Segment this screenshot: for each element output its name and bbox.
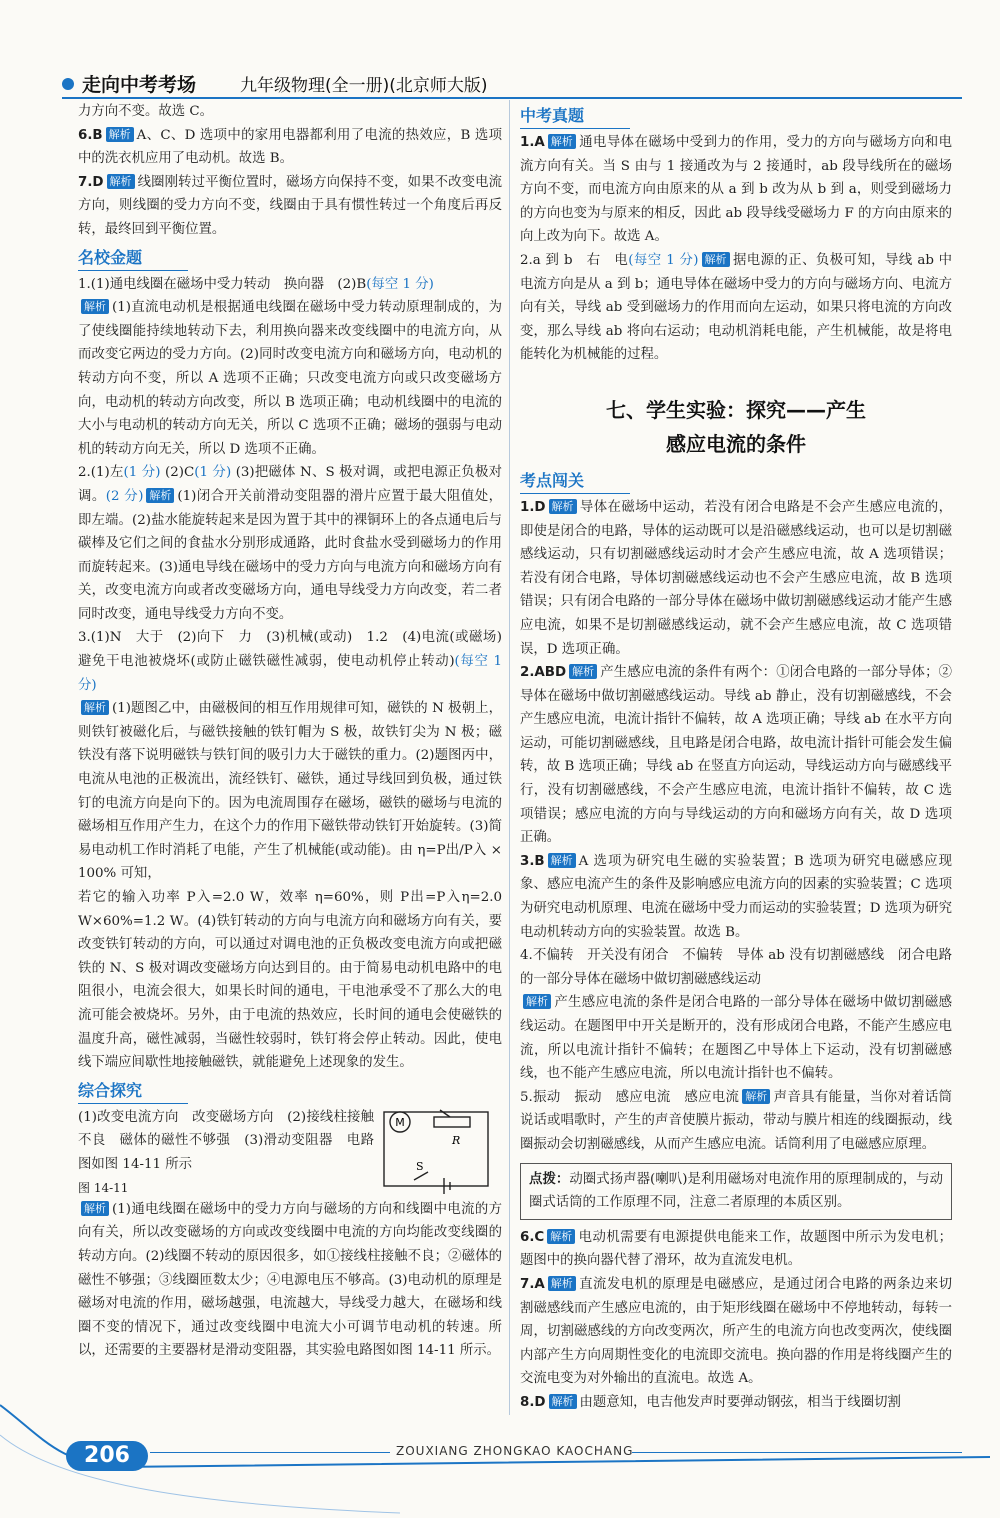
answer-z-with-figure <box>78 1106 502 1178</box>
explanation-z <box>78 1198 502 1363</box>
answer-z: (1)改变电流方向 改变磁场方向 (2)接线柱接触不良 磁体的磁性不够强 (3)滑动变阻器 电路图如图 14-11 所示 <box>78 1109 374 1172</box>
chapter-title-line2: 感应电流的条件 <box>666 431 806 456</box>
answer-k1 <box>520 496 952 661</box>
header-dot-icon <box>62 78 74 90</box>
analysis-tag: 解析 <box>81 1201 109 1216</box>
explanation-text: (1)闭合开关前滑动变阻器的滑片应置于最大阻值处，即左端。(2)盐水能旋转起来是因为置于其中的裸铜环上的各点通电后与碳棒及它们之间的食盐水分别形成通路，此时食盐水受到磁场力的作用而旋转起来。(3)通电导线在磁场中的受力方向与电流方向和磁场方向有关，改变电流方向或者改变磁场方向，通电导线受力方向改变，若二者同时改变，通电导线受力方向不变。 <box>78 488 503 622</box>
analysis-tag: 解析 <box>523 994 551 1009</box>
tip-box <box>520 1163 952 1220</box>
answer-key: (2)C <box>165 465 195 481</box>
score-note: (每空 1 分) <box>78 654 502 693</box>
analysis-tag: 解析 <box>107 174 135 189</box>
score-note: (每空 1 分) <box>366 276 434 292</box>
analysis-tag: 解析 <box>548 853 576 868</box>
rheostat-symbol <box>434 1117 470 1127</box>
answer-key: 1.(1)通电线圈在磁场中受力转动 换向器 (2)B <box>78 276 367 292</box>
explanation-m3-cont: 若它的输入功率 P入=2.0 W，效率 η=60%，则 P出=P入η=2.0 W×60%=1.2 W。(4)铁钉转动的方向与电流方向和磁场方向有关，要改变铁钉转动的方向，可以通过对调电池的正负极改变电流方向或把磁铁的 N、S 极对调改变磁场方向达到目的。由于简易电动机电路中的电阻很小，电流会很大，如果长时间的通电，干电池承受不了那么大的电流可能会被烧坏。另外，由于电流的热效应，长时间的通电会使磁铁的温度升高，磁性减弱，当磁性较弱时，铁钉将会停止转动。因此，使电线下端应间歇性地接触磁铁，就能避免上述现象的发生。 <box>78 890 502 1071</box>
explanation-text: (1)题图乙中，由磁极间的相互作用规律可知，磁铁的 N 极朝上，则铁钉被磁化后，与磁铁接触的铁钉帽为 S 极，故铁钉尖为 N 极；磁铁没有落下说明磁铁与铁钉间的吸引力大于磁铁的重力。(2)题图丙中，电流从电池的正极流出，流经铁钉、磁铁，通过导线回到负极，通过铁钉的电流方向是向下的。因为电流周围存在磁场，磁铁的磁场与电流的磁场相互作用产生力，在这个力的作用下磁铁带动铁钉开始旋转。(3)简易电动机工作时消耗了电能，产生了机械能(或动能)。由 η=P出/P入 × 100% 可知， <box>78 701 502 882</box>
answer-m3 <box>78 626 516 697</box>
answer-number: 3.B <box>520 853 545 869</box>
answer-k3 <box>520 850 952 944</box>
answer-text: 产生感应电流的条件有两个：①闭合电路的一部分导体；②导体在磁场中做切割磁感线运动。导线 ab 静止，没有切割磁感线，不会产生感应电流，电流计指针不偏转，故 A 选项正确；导线 ab 在水平方向运动，可能切割磁感线，且电路是闭合电路，故电流计指针可能会发生偏转，故 B 选项正确；导线 ab 在竖直方向运动，导线运动方向与磁感线平行，没有切割磁感线，不会产生感应电流，电流计指针不偏转，故 C 选项错误；感应电流的方向与导线运动的方向和磁场方向有关，故 D 选项正确。 <box>520 665 952 846</box>
answer-k5 <box>520 1086 952 1157</box>
score-note: (1 分) <box>123 465 161 481</box>
answer-number: 7.A <box>520 1276 545 1292</box>
answer-text: 直流发电机的原理是电磁感应，是通过闭合电路的两条边来切割磁感线而产生感应电流的，由于矩形线圈在磁场中不停地转动，每转一周，切割磁感线的方向改变两次，所产生的电流方向也改变两次，使线圈内部产生方向周期性变化的电流即交流电。换向器的作用是将线圈产生的交流电变为对外输出的直流电。故选 A。 <box>520 1276 952 1387</box>
answer-r2 <box>520 249 952 367</box>
tip-text: 动圈式扬声器(喇叭)是利用磁场对电流作用的原理制成的，与动圈式话筒的工作原理不同，注意二者原理的本质区别。 <box>529 1171 944 1211</box>
analysis-tag: 解析 <box>547 1229 575 1244</box>
answer-r1 <box>520 131 952 249</box>
footer-curve-light <box>0 1435 400 1513</box>
explanation-m1 <box>78 296 502 461</box>
footer-brand: ZOUXIANG ZHONGKAO KAOCHANG <box>396 1444 634 1458</box>
footer-rule-left <box>150 1452 390 1453</box>
page-number: 206 <box>66 1441 148 1471</box>
explanation-m3 <box>78 697 502 886</box>
left-column <box>78 100 516 1363</box>
answer-k6 <box>520 1226 952 1273</box>
score-note: (2 分) <box>105 488 144 504</box>
answer-number: 6.B <box>78 127 103 143</box>
section-title: 名校金题 <box>78 246 188 271</box>
section-title: 考点闯关 <box>520 469 630 494</box>
answer-key: 2.(1)左 <box>78 465 124 481</box>
switch-label: S <box>416 1159 424 1173</box>
answer-key: (3)把磁体 N、S 极对调，或把电源正负极对调。 <box>78 465 502 504</box>
rheostat-label: R <box>452 1133 461 1147</box>
answer-text: 线圈刚转过平衡位置时，磁场方向保持不变，如果不改变电流方向，则线圈的受力方向不变，线圈由于具有惯性转过一个角度后再反转，最终回到平衡位置。 <box>78 174 502 237</box>
circuit-diagram <box>378 1106 498 1202</box>
score-note: (1 分) <box>194 465 232 481</box>
answer-text: 通电导体在磁场中受到力的作用，受力的方向与磁场方向和电流方向有关。当 S 由与 1 接通改为与 2 接通时，ab 段导线所在的磁场方向不变，而电流方向由原来的从 a 到 b 改为从 b 到 a，则受到磁场力的方向也变为与原来的相反，因此 ab 段导线受磁场力 F 的方向由原来的向上改为向下。故选 A。 <box>520 135 952 245</box>
motor-label: M <box>395 1115 405 1129</box>
answer-k7 <box>520 1273 952 1391</box>
answer-text: 由题意知，电吉他发声时要弹动钢弦，相当于线圈切割 <box>579 1394 901 1410</box>
answer-number: 6.C <box>520 1229 545 1245</box>
explanation-text: (1)通电线圈在磁场中的受力方向与磁场的方向和线圈中电流的方向有关，所以改变磁场的方向或改变线圈中电流的方向均能改变线圈的转动方向。(2)线圈不转动的原因很多，如①接线柱接触不良；②磁体的磁性不够强；③线圈匝数太少；④电源电压不够高。(3)电动机的原理是磁场对电流的作用，磁场越强，电流越大，导线受力越大，在磁场和线圈不变的情况下，通过改变线圈中电流大小可调节电动机的转速。所以，还需要的主要器材是滑动变阻器，其实验电路图如图 14-11 所示。 <box>78 1201 502 1359</box>
answer-6 <box>78 124 502 171</box>
analysis-tag: 解析 <box>106 127 134 142</box>
chapter-title <box>520 393 952 461</box>
analysis-tag: 解析 <box>742 1089 770 1104</box>
explanation-k4 <box>520 991 952 1085</box>
analysis-tag: 解析 <box>548 1276 576 1291</box>
answer-number: 1.A <box>520 135 545 150</box>
answer-text: 声音具有能量，当你对着话筒说话或唱歌时，产生的声音使膜片振动，带动与膜片相连的线圈振动，线圈振动会切割磁感线，从而产生感应电流。话筒利用了电磁感应原理。 <box>520 1089 952 1152</box>
analysis-tag: 解析 <box>549 1394 577 1409</box>
tip-label: 点拨： <box>529 1171 570 1187</box>
answer-key: 2.a 到 b 右 电 <box>520 252 629 268</box>
rheostat-slider <box>440 1110 450 1117</box>
answer-number: 2.ABD <box>520 665 567 681</box>
section-title: 综合探究 <box>78 1079 188 1104</box>
analysis-tag: 解析 <box>146 488 174 503</box>
answer-text: A 选项为研究电生磁的实验装置；B 选项为研究电磁感应现象、感应电流产生的条件及影响感应电流方向的因素的实验装置；C 选项为研究电动机原理、电流在磁场中受力而运动的实验装置；D 选项为研究电动机转动方向的实验装置。故选 B。 <box>520 853 952 940</box>
book-subtitle: 九年级物理(全一册)(北京师大版) <box>240 76 488 96</box>
answer-k4 <box>520 944 952 991</box>
answer-continuation: 力方向不变。故选 C。 <box>78 104 214 119</box>
answer-number: 7.D <box>78 174 104 190</box>
answer-number: 8.D <box>520 1394 546 1410</box>
switch-symbol <box>414 1172 428 1180</box>
column-divider <box>509 100 510 1415</box>
answer-text: A、C、D 选项中的家用电器都利用了电流的热效应，B 选项中的洗衣机应用了电动机。故选 B。 <box>78 127 502 167</box>
analysis-tag: 解析 <box>81 299 109 314</box>
explanation-text: (1)直流电动机是根据通电线圈在磁场中受力转动原理制成的，为了使线圈能持续地转动下去，利用换向器来改变线圈中的电流方向，从而改变它两边的受力方向。(2)同时改变电流方向和磁场方向，电动机的转动方向不变，所以 A 选项不正确；只改变电流方向或只改变磁场方向，电动机的转动方向改变，所以 B 选项正确；电动机线圈中的电流的大小与电动机的转动方向无关，所以 C 选项不正确；磁场的强弱与电动机的转动方向无关，所以 D 选项不正确。 <box>78 300 502 457</box>
score-note: (每空 1 分) <box>628 252 699 268</box>
analysis-tag: 解析 <box>548 134 576 149</box>
analysis-tag: 解析 <box>549 499 577 514</box>
answer-m1 <box>78 273 502 297</box>
answer-k2 <box>520 661 952 850</box>
explanation-text: 产生感应电流的条件是闭合电路的一部分导体在磁场中做切割磁感线运动。在题图甲中开关是断开的，没有形成闭合电路，不能产生感应电流，所以电流计指针不偏转；在题图乙中导体上下运动，没有切割磁感线，也不能产生感应电流，所以电流计指针也不偏转。 <box>520 995 952 1082</box>
footer-rule-right <box>632 1452 962 1453</box>
analysis-tag: 解析 <box>702 252 730 267</box>
analysis-tag: 解析 <box>569 664 597 679</box>
answer-key: 3.(1)N 大于 (2)向下 力 (3)机械(或动) 1.2 (4)电流(或磁场) 避免干电池被烧坏(或防止磁铁磁性减弱，使电动机停止转动) <box>78 630 516 670</box>
answer-7 <box>78 171 502 242</box>
answer-key: 4.不偏转 开关没有闭合 不偏转 导体 ab 没有切割磁感线 闭合电路的一部分导体在磁场中做切割磁感线运动 <box>520 948 952 987</box>
answer-key: 5.振动 振动 感应电流 感应电流 <box>520 1089 740 1105</box>
answer-text: 导体在磁场中运动，若没有闭合电路是不会产生感应电流的，即使是闭合的电路，导体的运动既可以是沿磁感线运动，也可以是切割磁感线运动，只有切割磁感线运动时才会产生感应电流，故 A 选项错误；若没有闭合电路，导体切割磁感线运动也不会产生感应电流，故 B 选项错误；只有闭合电路的一部分导体在磁场中做切割磁感线运动才能产生感应电流，如果不是切割磁感线运动，就不会产生感应电流，故 C 选项错误，D 选项正确。 <box>520 499 952 657</box>
answer-m2 <box>78 461 502 626</box>
section-title: 中考真题 <box>520 104 630 129</box>
header-rule <box>62 97 962 99</box>
answer-number: 1.D <box>520 499 546 515</box>
figure-caption: 图 14-11 <box>78 1180 129 1195</box>
right-column <box>520 100 952 1415</box>
chapter-title-line1: 七、学生实验：探究——产生 <box>606 397 866 422</box>
analysis-tag: 解析 <box>81 700 109 715</box>
answer-text: 电动机需要有电源提供电能来工作，故题图中所示为发电机；题图中的换向器代替了滑环，故为直流发电机。 <box>520 1229 952 1269</box>
answer-text: 据电源的正、负极可知，导线 ab 中电流方向是从 a 到 b；通电导体在磁场中受力的方向与磁场方向、电流方向有关，导线 ab 受到磁场力的作用而向左运动，如果只将电流的方向改变，那么导线 ab 将向右运动；电动机消耗电能，产生机械能，故是将电能转化为机械能的过程。 <box>520 252 952 363</box>
series-title: 走向中考考场 <box>82 74 197 96</box>
